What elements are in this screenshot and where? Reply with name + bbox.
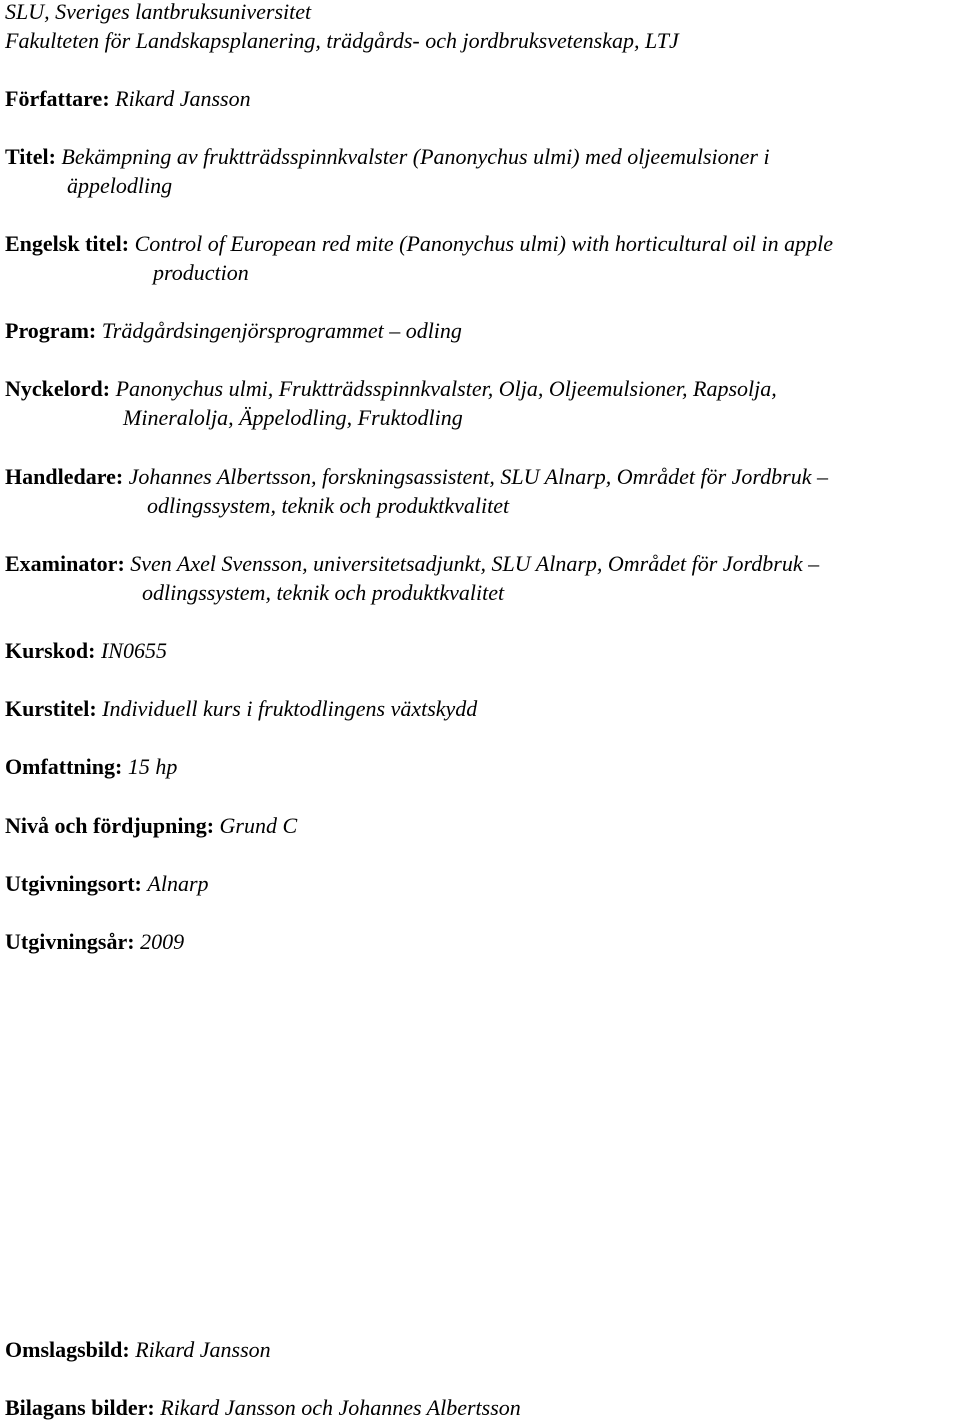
author-field — [5, 84, 955, 113]
program-label: Program: — [5, 318, 97, 343]
cover-image-label: Omslagsbild: — [5, 1337, 130, 1362]
university-name: SLU, Sveriges lantbruksuniversitet — [5, 0, 312, 24]
keywords-label: Nyckelord: — [5, 376, 111, 401]
place-label: Utgivningsort: — [5, 871, 142, 896]
place-field — [5, 869, 955, 898]
keywords-field — [5, 374, 955, 432]
supervisor-label: Handledare: — [5, 464, 124, 489]
course-code-value: IN0655 — [100, 638, 167, 663]
author-value: Rikard Jansson — [115, 86, 251, 111]
course-code-label: Kurskod: — [5, 638, 96, 663]
year-value: 2009 — [140, 929, 185, 954]
cover-image-value: Rikard Jansson — [135, 1337, 271, 1362]
keywords-value-line1: Panonychus ulmi, Fruktträdsspinnkvalster, Olja, Oljeemulsioner, Rapsolja, — [115, 376, 777, 401]
program-value: Trädgårdsingenjörsprogrammet – odling — [101, 318, 462, 343]
level-label: Nivå och fördjupning: — [5, 813, 215, 838]
english-title-value-line1: Control of European red mite (Panonychus ulmi) with horticultural oil in apple — [134, 231, 834, 256]
course-code-field — [5, 636, 955, 665]
appendix-images-label: Bilagans bilder: — [5, 1395, 155, 1420]
faculty-name: Fakulteten för Landskapsplanering, trädgårds- och jordbruksvetenskap, LTJ — [5, 28, 679, 53]
examiner-value-line2: odlingssystem, teknik och produktkvalitet — [142, 580, 505, 605]
appendix-images-field — [5, 1393, 955, 1422]
scope-label: Omfattning: — [5, 754, 123, 779]
year-label: Utgivningsår: — [5, 929, 135, 954]
title-field — [5, 142, 955, 200]
program-field — [5, 316, 955, 345]
supervisor-value-line2: odlingssystem, teknik och produktkvalitet — [147, 493, 510, 518]
examiner-field — [5, 549, 955, 607]
course-title-label: Kurstitel: — [5, 696, 97, 721]
supervisor-value-line1: Johannes Albertsson, forskningsassistent, SLU Alnarp, Området för Jordbruk – — [128, 464, 828, 489]
examiner-value-line1: Sven Axel Svensson, universitetsadjunkt, SLU Alnarp, Området för Jordbruk – — [130, 551, 820, 576]
scope-value: 15 hp — [127, 754, 178, 779]
examiner-label: Examinator: — [5, 551, 125, 576]
english-title-label: Engelsk titel: — [5, 231, 130, 256]
english-title-field — [5, 229, 955, 287]
english-title-value-line2: production — [153, 260, 249, 285]
title-value-line1: Bekämpning av fruktträdsspinnkvalster (Panonychus ulmi) med oljeemulsioner i — [61, 144, 770, 169]
title-value-line2: äppelodling — [67, 173, 173, 198]
course-title-field — [5, 694, 955, 723]
cover-image-field — [5, 1335, 955, 1364]
course-title-value: Individuell kurs i fruktodlingens växtskydd — [102, 696, 478, 721]
author-label: Författare: — [5, 86, 110, 111]
supervisor-field — [5, 462, 955, 520]
place-value: Alnarp — [147, 871, 209, 896]
keywords-value-line2: Mineralolja, Äppelodling, Fruktodling — [123, 405, 463, 430]
scope-field — [5, 752, 955, 781]
appendix-images-value: Rikard Jansson och Johannes Albertsson — [160, 1395, 521, 1420]
level-value: Grund C — [219, 813, 298, 838]
level-field — [5, 811, 955, 840]
year-field — [5, 927, 955, 956]
title-label: Titel: — [5, 144, 56, 169]
